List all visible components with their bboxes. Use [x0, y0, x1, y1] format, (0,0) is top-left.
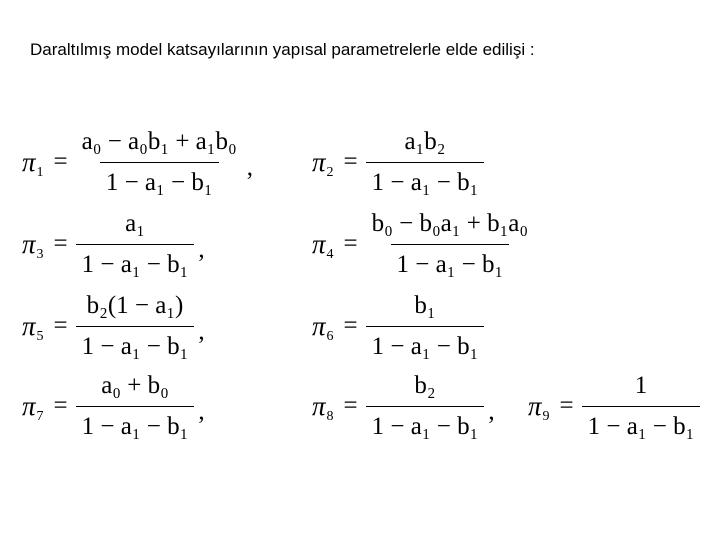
- denominator: 1 − a₁ − b₁: [366, 326, 485, 361]
- pi-subscript: 1: [36, 164, 44, 180]
- equation-pi-1: [22, 128, 253, 196]
- equals-sign: =: [53, 230, 68, 257]
- equals-sign: =: [343, 230, 358, 257]
- pi-symbol: π: [312, 228, 326, 259]
- equals-sign: =: [53, 312, 68, 339]
- fraction: [582, 372, 701, 440]
- denominator: 1 − a₁ − b₁: [582, 406, 701, 441]
- page-title: Daraltılmış model katsayılarının yapısal parametrelerle elde edilişi :: [30, 40, 535, 59]
- pi-subscript: 6: [326, 328, 334, 344]
- denominator: 1 − a₁ − b₁: [366, 406, 485, 441]
- pi-symbol: π: [22, 310, 36, 341]
- numerator: b₂: [414, 372, 436, 399]
- pi-symbol: π: [312, 390, 326, 421]
- denominator: 1 − a₁ − b₁: [76, 326, 195, 361]
- equals-sign: =: [53, 392, 68, 419]
- equals-sign: =: [559, 392, 574, 419]
- numerator: a₁: [125, 210, 145, 237]
- denominator: 1 − a₁ − b₁: [366, 162, 485, 197]
- equation-pi-4: [312, 210, 538, 278]
- pi-subscript: 3: [36, 246, 44, 262]
- pi-subscript: 5: [36, 328, 44, 344]
- numerator: b₁: [414, 292, 436, 319]
- equals-sign: =: [343, 312, 358, 339]
- equation-pi-6: [312, 292, 488, 360]
- equals-sign: =: [343, 392, 358, 419]
- fraction: [76, 292, 195, 360]
- pi-subscript: 7: [36, 408, 44, 424]
- pi-symbol: π: [312, 310, 326, 341]
- pi-symbol: π: [22, 228, 36, 259]
- equation-pi-8: [312, 372, 495, 440]
- numerator: b₂(1 − a₁): [86, 292, 184, 319]
- equation-pi-2: [312, 128, 488, 196]
- fraction: [366, 292, 485, 360]
- fraction: [76, 128, 243, 196]
- denominator: 1 − a₁ − b₁: [76, 244, 195, 279]
- equation-pi-9: [528, 372, 704, 440]
- comma: ,: [198, 398, 205, 425]
- equation-pi-5: [22, 292, 205, 360]
- denominator: 1 − a₁ − b₁: [391, 244, 510, 279]
- comma: ,: [246, 154, 253, 181]
- fraction: [76, 210, 195, 278]
- fraction: [366, 210, 534, 278]
- pi-symbol: π: [528, 390, 542, 421]
- pi-subscript: 2: [326, 164, 334, 180]
- pi-symbol: π: [22, 390, 36, 421]
- comma: ,: [198, 236, 205, 263]
- comma: ,: [488, 398, 495, 425]
- numerator: a₀ − a₀b₁ + a₁b₀: [81, 128, 237, 155]
- comma: ,: [198, 318, 205, 345]
- pi-subscript: 9: [542, 408, 550, 424]
- equals-sign: =: [343, 148, 358, 175]
- fraction: [366, 372, 485, 440]
- pi-symbol: π: [22, 146, 36, 177]
- equals-sign: =: [53, 148, 68, 175]
- denominator: 1 − a₁ − b₁: [76, 406, 195, 441]
- pi-subscript: 8: [326, 408, 334, 424]
- pi-subscript: 4: [326, 246, 334, 262]
- equation-pi-3: [22, 210, 205, 278]
- numerator: 1: [634, 372, 648, 399]
- numerator: b₀ − b₀a₁ + b₁a₀: [371, 210, 529, 237]
- equation-pi-7: [22, 372, 205, 440]
- numerator: a₁b₂: [404, 128, 446, 155]
- pi-symbol: π: [312, 146, 326, 177]
- fraction: [366, 128, 485, 196]
- denominator: 1 − a₁ − b₁: [100, 162, 219, 197]
- fraction: [76, 372, 195, 440]
- numerator: a₀ + b₀: [101, 372, 169, 399]
